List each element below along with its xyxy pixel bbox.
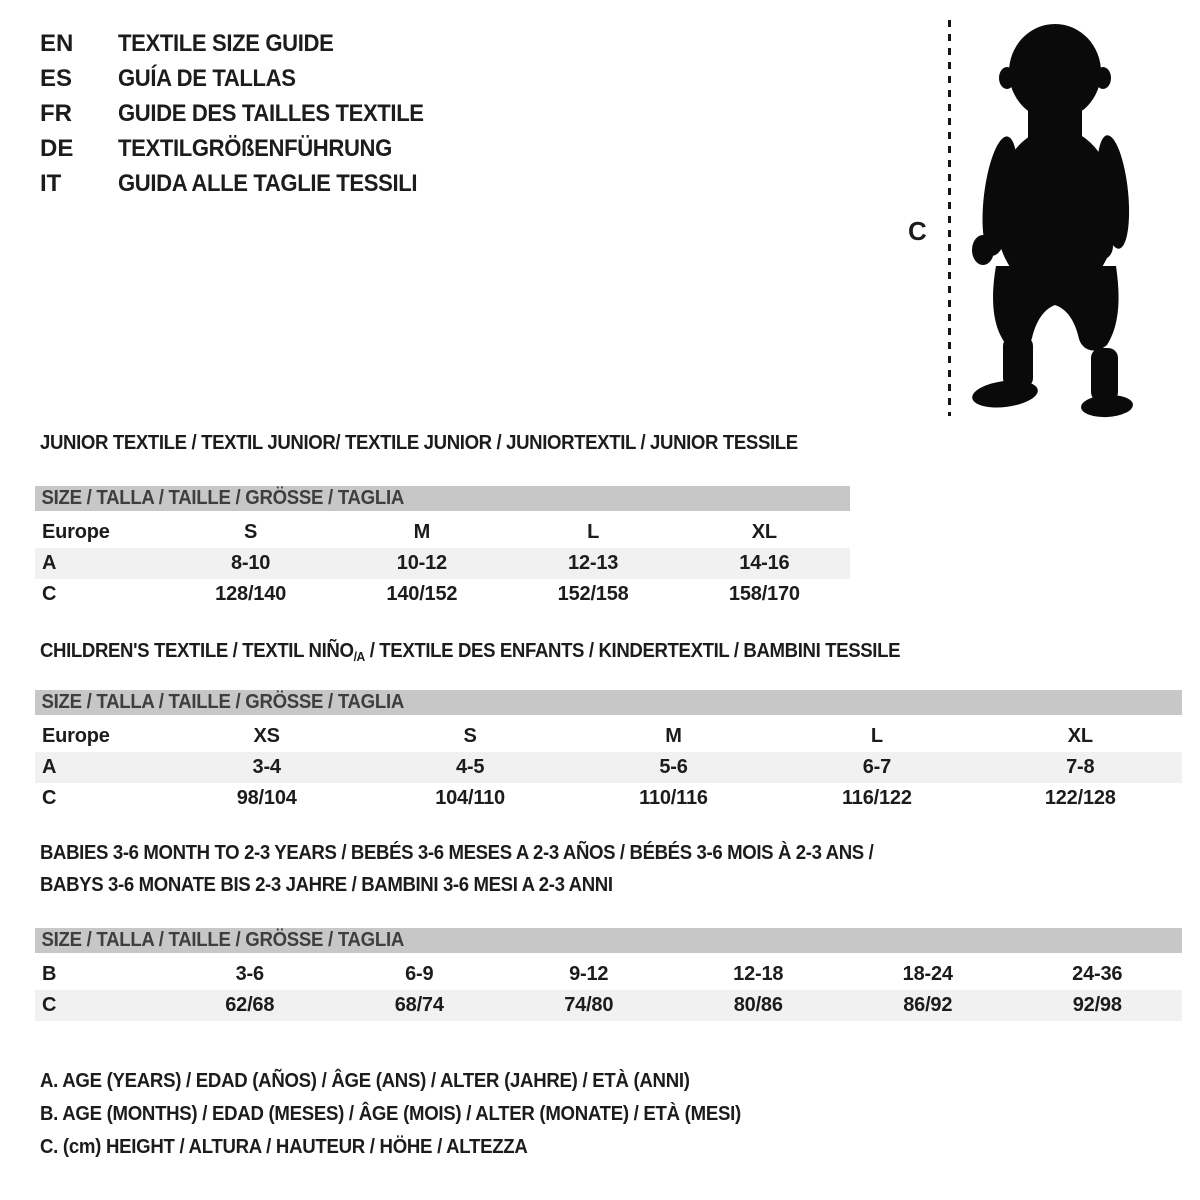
language-list — [40, 26, 450, 201]
language-row-de — [40, 131, 450, 166]
cell: 62/68 — [225, 994, 275, 1016]
cell: 9-12 — [569, 963, 609, 985]
table-row-height — [35, 990, 1182, 1021]
junior-size-table — [35, 486, 850, 610]
cell: M — [413, 521, 431, 543]
cell: 128/140 — [215, 583, 287, 605]
table-row-age — [35, 548, 850, 579]
cell: 6-9 — [405, 963, 434, 985]
row-label: A — [42, 552, 57, 574]
height-dashed-line — [948, 20, 951, 416]
language-label: GUÍA DE TALLAS — [118, 64, 296, 92]
cell: 152/158 — [557, 583, 629, 605]
row-label: C — [42, 994, 57, 1016]
children-size-table — [35, 690, 1182, 814]
language-code: DE — [40, 134, 74, 162]
table-row-europe — [35, 721, 1182, 752]
cell: 8-10 — [231, 552, 271, 574]
cell: S — [244, 521, 258, 543]
babies-size-table — [35, 928, 1182, 1021]
cell: 24-36 — [1072, 963, 1123, 985]
cell: 80/86 — [733, 994, 783, 1016]
table-row-age-months — [35, 959, 1182, 990]
babies-table-rows — [35, 959, 1182, 1021]
table-row-height — [35, 783, 1182, 814]
row-label: B — [42, 963, 57, 985]
cell: 68/74 — [394, 994, 444, 1016]
children-title-part2: / TEXTILE DES ENFANTS / KINDERTEXTIL / BAMBINI TESSILE — [364, 640, 901, 662]
babies-section-title-line1: BABIES 3-6 MONTH TO 2-3 YEARS / BEBÉS 3-6 MESES A 2-3 AÑOS / BÉBÉS 3-6 MOIS À 2-3 ANS / — [40, 842, 874, 864]
cell: 7-8 — [1066, 756, 1095, 778]
language-row-en — [40, 26, 450, 61]
height-marker-label: C — [908, 216, 927, 246]
cell: 74/80 — [564, 994, 614, 1016]
legend-line-b: B. AGE (MONTHS) / EDAD (MESES) / ÂGE (MOIS) / ALTER (MONATE) / ETÀ (MESI) — [40, 1103, 741, 1125]
cell: L — [587, 521, 600, 543]
language-label: GUIDE DES TAILLES TEXTILE — [118, 99, 424, 127]
row-label: C — [42, 787, 57, 809]
legend-line-a: A. AGE (YEARS) / EDAD (AÑOS) / ÂGE (ANS) / ALTER (JAHRE) / ETÀ (ANNI) — [40, 1070, 690, 1092]
cell: L — [870, 725, 883, 747]
cell: XS — [253, 725, 280, 747]
legend-line-c: C. (cm) HEIGHT / ALTURA / HAUTEUR / HÖHE / ALTEZZA — [40, 1136, 528, 1158]
babies-section-title-line2: BABYS 3-6 MONATE BIS 2-3 JAHRE / BAMBINI 3-6 MESI A 2-3 ANNI — [40, 874, 613, 896]
cell: XL — [1067, 725, 1093, 747]
language-row-it — [40, 166, 450, 201]
language-row-es — [40, 61, 450, 96]
cell: 14-16 — [739, 552, 790, 574]
cell: 140/152 — [386, 583, 458, 605]
size-header-label: SIZE / TALLA / TAILLE / GRÖSSE / TAGLIA — [41, 691, 405, 713]
row-label: C — [42, 583, 57, 605]
cell: M — [665, 725, 682, 747]
cell: 12-18 — [733, 963, 784, 985]
cell: S — [463, 725, 477, 747]
row-label: Europe — [42, 725, 110, 747]
cell: 10-12 — [396, 552, 447, 574]
language-code: EN — [40, 29, 74, 57]
cell: 6-7 — [862, 756, 892, 778]
cell: XL — [751, 521, 777, 543]
cell: 92/98 — [1072, 994, 1122, 1016]
cell: 116/122 — [841, 787, 912, 809]
children-table-rows — [35, 721, 1182, 814]
children-title-sub: /A — [353, 649, 365, 664]
language-row-fr — [40, 96, 450, 131]
language-code: FR — [40, 99, 72, 127]
cell: 3-4 — [252, 756, 281, 778]
junior-table-rows — [35, 517, 850, 610]
language-label: TEXTILE SIZE GUIDE — [118, 29, 334, 57]
cell: 158/170 — [728, 583, 800, 605]
cell: 3-6 — [235, 963, 264, 985]
junior-section-title: JUNIOR TEXTILE / TEXTIL JUNIOR/ TEXTILE JUNIOR / JUNIORTEXTIL / JUNIOR TESSILE — [40, 432, 798, 454]
row-label: Europe — [42, 521, 110, 543]
toddler-silhouette-icon — [966, 20, 1142, 418]
language-label: TEXTILGRÖßENFÜHRUNG — [118, 134, 392, 162]
cell: 18-24 — [902, 963, 953, 985]
table-row-europe — [35, 517, 850, 548]
row-label: A — [42, 756, 57, 778]
cell: 5-6 — [659, 756, 688, 778]
cell: 98/104 — [236, 787, 297, 809]
junior-table-header — [35, 486, 850, 511]
cell: 12-13 — [568, 552, 619, 574]
cell: 104/110 — [435, 787, 505, 809]
children-table-header — [35, 690, 1182, 715]
cell: 4-5 — [455, 756, 485, 778]
babies-table-header — [35, 928, 1182, 953]
size-header-label: SIZE / TALLA / TAILLE / GRÖSSE / TAGLIA — [41, 929, 405, 951]
children-title-part1: CHILDREN'S TEXTILE / TEXTIL NIÑO — [40, 640, 354, 662]
table-row-height — [35, 579, 850, 610]
table-row-age — [35, 752, 1182, 783]
cell: 86/92 — [903, 994, 953, 1016]
size-header-label: SIZE / TALLA / TAILLE / GRÖSSE / TAGLIA — [41, 487, 405, 509]
cell: 122/128 — [1044, 787, 1116, 809]
language-code: ES — [40, 64, 73, 92]
cell: 110/116 — [639, 787, 708, 809]
language-label: GUIDA ALLE TAGLIE TESSILI — [118, 169, 418, 197]
children-section-title — [40, 640, 900, 663]
language-code: IT — [40, 169, 62, 197]
